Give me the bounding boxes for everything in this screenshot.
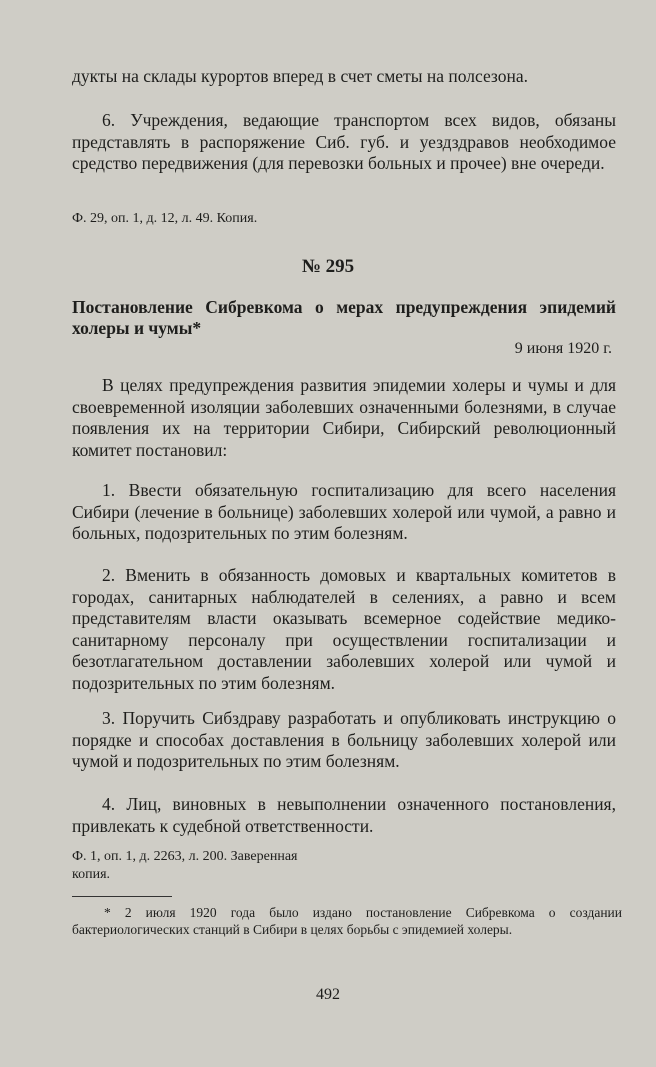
item-4-paragraph: 4. Лиц, виновных в невыполнении означенного постановления, привлекать к судебной ответственности. — [72, 794, 616, 836]
document-number: № 295 — [301, 256, 355, 277]
document-title: Постановление Сибревкома о мерах предупреждения эпидемий холеры и чумы* — [72, 297, 616, 338]
archive-source-2-line2: копия. — [72, 867, 111, 882]
item-2-paragraph: 2. Вменить в обязанность домовых и квартальных комитетов в городах, санитарных наблюдателей в селениях, а равно и всем представителям власти оказывать всемерное содействие медико-санитарному персоналу при осуществлении госпитализации и безотлагательном доставлении заболевших холерой или чумой и подозрительных по этим болезням. — [72, 565, 616, 693]
item-3-paragraph: 3. Поручить Сибздраву разработать и опубликовать инструкцию о порядке и способах доставления в больницу заболевших холерой или чумой и подозрительных по этим болезням. — [72, 708, 616, 772]
footnote: * 2 июля 1920 года было издано постановление Сибревкома о создании бактериологических станций в Сибири в целях борьбы с эпидемией холеры. — [72, 905, 622, 937]
archive-source-2-line1: Ф. 1, оп. 1, д. 2263, л. 200. Заверенная — [72, 849, 298, 864]
document-date: 9 июня 1920 г. — [514, 340, 612, 357]
item-6-paragraph: 6. Учреждения, ведающие транспортом всех видов, обязаны представлять в распоряжение Сиб. губ. и уездздравов необходимое средство передвижения (для перевозки больных и прочее) вне очереди. — [72, 110, 616, 174]
archive-source-1: Ф. 29, оп. 1, д. 12, л. 49. Копия. — [72, 211, 258, 226]
page-number: 492 — [316, 986, 340, 1003]
item-1-paragraph: 1. Ввести обязательную госпитализацию для всего населения Сибири (лечение в больнице) заболевших холерой или чумой, а равно и больных, подозрительных по этим болезням. — [72, 480, 616, 544]
intro-paragraph: В целях предупреждения развития эпидемии холеры и чумы и для своевременной изоляции заболевших означенными болезнями, в случае появления их на территории Сибири, Сибирский революционный комитет постановил: — [72, 375, 616, 460]
continuation-paragraph: дукты на склады курортов вперед в счет сметы на полсезона. — [72, 66, 528, 86]
footnote-divider — [72, 896, 172, 897]
